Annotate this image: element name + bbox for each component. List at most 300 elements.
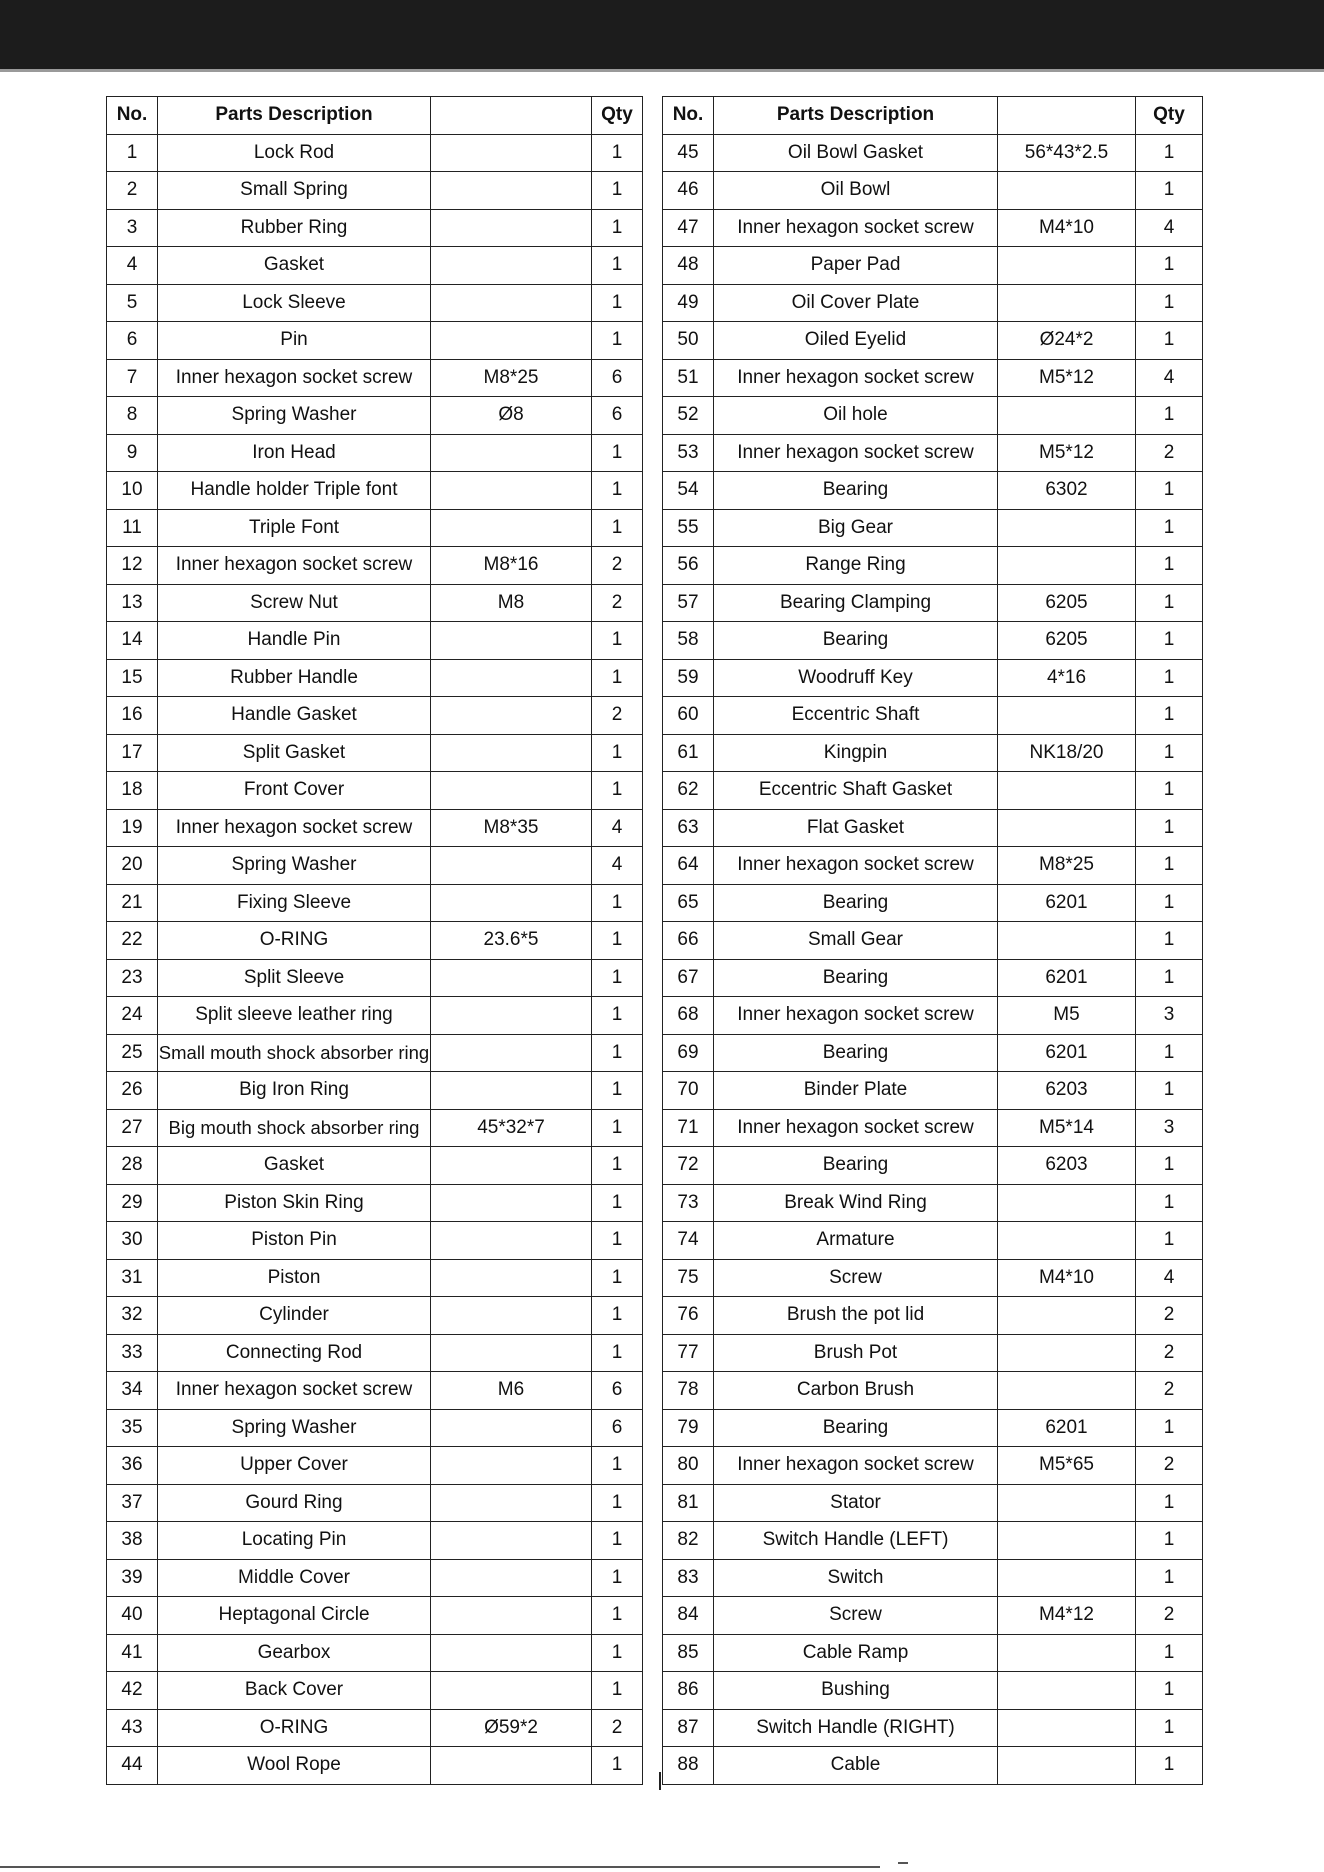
part-qty: 1 <box>592 772 643 810</box>
table-row <box>663 622 1203 660</box>
part-description: Screw Nut <box>158 584 431 622</box>
part-qty: 1 <box>592 1672 643 1710</box>
part-number: 41 <box>107 1634 158 1672</box>
part-number: 19 <box>107 809 158 847</box>
part-number: 1 <box>107 134 158 172</box>
part-number: 44 <box>107 1747 158 1785</box>
part-description: Inner hexagon socket screw <box>714 997 998 1035</box>
part-description: Small mouth shock absorber ring <box>158 1034 431 1072</box>
table-header-row <box>663 97 1203 135</box>
part-description: Flat Gasket <box>714 809 998 847</box>
part-description: Switch Handle (LEFT) <box>714 1522 998 1560</box>
part-qty: 1 <box>592 959 643 997</box>
table-row <box>663 1447 1203 1485</box>
part-description: Inner hexagon socket screw <box>158 359 431 397</box>
part-qty: 2 <box>1136 1372 1203 1410</box>
part-description: Split Sleeve <box>158 959 431 997</box>
part-spec: 56*43*2.5 <box>998 134 1136 172</box>
part-description: Inner hexagon socket screw <box>158 809 431 847</box>
part-description: Inner hexagon socket screw <box>714 1109 998 1147</box>
part-number: 71 <box>663 1109 714 1147</box>
part-qty: 1 <box>592 472 643 510</box>
part-description: Stator <box>714 1484 998 1522</box>
part-qty: 1 <box>1136 1409 1203 1447</box>
table-row <box>107 659 643 697</box>
part-spec <box>431 997 592 1035</box>
part-description: Handle Pin <box>158 622 431 660</box>
part-qty: 1 <box>1136 734 1203 772</box>
part-spec <box>431 884 592 922</box>
part-description: Bearing <box>714 622 998 660</box>
table-row <box>663 697 1203 735</box>
part-number: 80 <box>663 1447 714 1485</box>
part-number: 58 <box>663 622 714 660</box>
part-qty: 1 <box>1136 1559 1203 1597</box>
part-number: 14 <box>107 622 158 660</box>
part-spec: 23.6*5 <box>431 922 592 960</box>
table-row <box>107 1747 643 1785</box>
part-qty: 1 <box>1136 1034 1203 1072</box>
part-description: Oil Cover Plate <box>714 284 998 322</box>
part-number: 34 <box>107 1372 158 1410</box>
table-row <box>107 1372 643 1410</box>
part-number: 20 <box>107 847 158 885</box>
part-spec: 45*32*7 <box>431 1109 592 1147</box>
part-qty: 4 <box>1136 209 1203 247</box>
part-description: O-RING <box>158 1709 431 1747</box>
part-description: Kingpin <box>714 734 998 772</box>
part-spec <box>431 697 592 735</box>
part-number: 87 <box>663 1709 714 1747</box>
part-spec <box>431 1222 592 1260</box>
part-qty: 1 <box>592 134 643 172</box>
part-number: 74 <box>663 1222 714 1260</box>
table-row <box>107 1109 643 1147</box>
table-row <box>107 922 643 960</box>
table-row <box>107 1634 643 1672</box>
footer-rule <box>0 1866 880 1868</box>
part-spec: M5*65 <box>998 1447 1136 1485</box>
part-description: Screw <box>714 1597 998 1635</box>
table-row <box>107 1484 643 1522</box>
part-qty: 1 <box>1136 134 1203 172</box>
table-header-row <box>107 97 643 135</box>
part-spec: 6203 <box>998 1147 1136 1185</box>
table-row <box>107 1072 643 1110</box>
part-description: Break Wind Ring <box>714 1184 998 1222</box>
part-description: Bearing <box>714 472 998 510</box>
header-no: No. <box>663 97 714 135</box>
part-qty: 1 <box>592 884 643 922</box>
part-spec <box>431 772 592 810</box>
table-row <box>107 884 643 922</box>
part-number: 13 <box>107 584 158 622</box>
part-description: Oil Bowl <box>714 172 998 210</box>
part-number: 50 <box>663 322 714 360</box>
part-description: Heptagonal Circle <box>158 1597 431 1635</box>
part-number: 66 <box>663 922 714 960</box>
part-qty: 1 <box>592 209 643 247</box>
part-spec <box>998 172 1136 210</box>
footer-mark <box>898 1862 908 1868</box>
part-spec <box>431 284 592 322</box>
part-spec <box>431 1672 592 1710</box>
table-row <box>663 1672 1203 1710</box>
part-number: 28 <box>107 1147 158 1185</box>
table-row <box>663 1634 1203 1672</box>
part-description: Inner hexagon socket screw <box>714 209 998 247</box>
part-qty: 1 <box>1136 547 1203 585</box>
part-qty: 1 <box>592 1484 643 1522</box>
part-description: Paper Pad <box>714 247 998 285</box>
table-row <box>107 397 643 435</box>
part-number: 35 <box>107 1409 158 1447</box>
part-qty: 1 <box>592 1297 643 1335</box>
part-description: Eccentric Shaft Gasket <box>714 772 998 810</box>
part-number: 2 <box>107 172 158 210</box>
table-row <box>663 734 1203 772</box>
part-description: Piston Skin Ring <box>158 1184 431 1222</box>
table-row <box>107 172 643 210</box>
part-description: Spring Washer <box>158 397 431 435</box>
table-row <box>663 1747 1203 1785</box>
table-row <box>107 847 643 885</box>
part-description: Wool Rope <box>158 1747 431 1785</box>
part-qty: 2 <box>1136 1597 1203 1635</box>
part-spec <box>998 284 1136 322</box>
part-number: 6 <box>107 322 158 360</box>
part-number: 59 <box>663 659 714 697</box>
part-number: 53 <box>663 434 714 472</box>
part-qty: 1 <box>592 322 643 360</box>
part-qty: 2 <box>1136 1297 1203 1335</box>
part-number: 57 <box>663 584 714 622</box>
part-description: Carbon Brush <box>714 1372 998 1410</box>
part-qty: 1 <box>1136 1484 1203 1522</box>
header-spec <box>431 97 592 135</box>
part-description: Eccentric Shaft <box>714 697 998 735</box>
part-description: Inner hexagon socket screw <box>158 547 431 585</box>
center-divider-tick <box>659 1772 661 1790</box>
part-description: Switch <box>714 1559 998 1597</box>
part-qty: 6 <box>592 1372 643 1410</box>
part-spec: M8*25 <box>431 359 592 397</box>
part-spec <box>998 1709 1136 1747</box>
part-number: 52 <box>663 397 714 435</box>
part-qty: 1 <box>1136 397 1203 435</box>
part-description: O-RING <box>158 922 431 960</box>
part-description: Inner hexagon socket screw <box>714 847 998 885</box>
part-description: Range Ring <box>714 547 998 585</box>
part-description: Upper Cover <box>158 1447 431 1485</box>
part-spec <box>998 1634 1136 1672</box>
part-number: 55 <box>663 509 714 547</box>
part-number: 85 <box>663 1634 714 1672</box>
part-spec: M8*16 <box>431 547 592 585</box>
table-row <box>663 997 1203 1035</box>
part-qty: 1 <box>1136 1184 1203 1222</box>
part-spec <box>998 1372 1136 1410</box>
part-description: Iron Head <box>158 434 431 472</box>
table-row <box>107 322 643 360</box>
part-spec <box>998 1559 1136 1597</box>
parts-table-right <box>662 96 1203 1785</box>
part-number: 72 <box>663 1147 714 1185</box>
part-description: Middle Cover <box>158 1559 431 1597</box>
part-qty: 1 <box>592 1034 643 1072</box>
part-qty: 1 <box>592 509 643 547</box>
part-qty: 1 <box>592 1597 643 1635</box>
part-description: Inner hexagon socket screw <box>714 359 998 397</box>
part-spec <box>431 1184 592 1222</box>
part-qty: 1 <box>592 1259 643 1297</box>
part-qty: 2 <box>1136 1447 1203 1485</box>
part-number: 12 <box>107 547 158 585</box>
table-row <box>663 659 1203 697</box>
part-number: 49 <box>663 284 714 322</box>
part-number: 4 <box>107 247 158 285</box>
part-number: 68 <box>663 997 714 1035</box>
part-qty: 1 <box>1136 1634 1203 1672</box>
part-number: 18 <box>107 772 158 810</box>
part-spec <box>998 247 1136 285</box>
part-spec <box>431 734 592 772</box>
part-number: 11 <box>107 509 158 547</box>
part-number: 56 <box>663 547 714 585</box>
part-qty: 2 <box>592 584 643 622</box>
part-description: Inner hexagon socket screw <box>714 434 998 472</box>
part-qty: 6 <box>592 1409 643 1447</box>
table-row <box>663 1559 1203 1597</box>
part-description: Big mouth shock absorber ring <box>158 1109 431 1147</box>
part-spec <box>998 1297 1136 1335</box>
part-spec: M8*25 <box>998 847 1136 885</box>
part-number: 21 <box>107 884 158 922</box>
part-qty: 1 <box>592 434 643 472</box>
part-number: 25 <box>107 1034 158 1072</box>
part-description: Cylinder <box>158 1297 431 1335</box>
part-description: Gasket <box>158 1147 431 1185</box>
table-row <box>663 247 1203 285</box>
part-spec: M4*10 <box>998 209 1136 247</box>
part-spec: M5*14 <box>998 1109 1136 1147</box>
part-description: Rubber Handle <box>158 659 431 697</box>
table-row <box>107 509 643 547</box>
part-spec: 4*16 <box>998 659 1136 697</box>
part-number: 30 <box>107 1222 158 1260</box>
part-number: 79 <box>663 1409 714 1447</box>
part-number: 78 <box>663 1372 714 1410</box>
table-row <box>107 1597 643 1635</box>
part-number: 62 <box>663 772 714 810</box>
part-description: Small Gear <box>714 922 998 960</box>
part-spec <box>431 659 592 697</box>
part-spec <box>431 1447 592 1485</box>
part-spec <box>998 1334 1136 1372</box>
header-band <box>0 0 1324 72</box>
part-number: 36 <box>107 1447 158 1485</box>
part-qty: 1 <box>592 1447 643 1485</box>
part-description: Pin <box>158 322 431 360</box>
part-spec <box>431 434 592 472</box>
part-qty: 2 <box>1136 434 1203 472</box>
part-qty: 1 <box>1136 622 1203 660</box>
part-qty: 1 <box>592 1522 643 1560</box>
part-number: 23 <box>107 959 158 997</box>
part-number: 10 <box>107 472 158 510</box>
table-row <box>107 697 643 735</box>
table-row <box>107 772 643 810</box>
part-qty: 1 <box>1136 247 1203 285</box>
part-qty: 4 <box>592 847 643 885</box>
table-row <box>663 322 1203 360</box>
part-number: 29 <box>107 1184 158 1222</box>
part-spec <box>431 1597 592 1635</box>
part-qty: 3 <box>1136 997 1203 1035</box>
part-spec <box>431 1747 592 1785</box>
table-row <box>663 1522 1203 1560</box>
part-qty: 1 <box>1136 884 1203 922</box>
part-description: Lock Rod <box>158 134 431 172</box>
part-qty: 1 <box>1136 1147 1203 1185</box>
table-row <box>107 134 643 172</box>
table-row <box>663 1034 1203 1072</box>
part-qty: 1 <box>592 172 643 210</box>
table-row <box>107 1709 643 1747</box>
part-description: Bearing <box>714 1034 998 1072</box>
part-spec <box>431 1334 592 1372</box>
part-spec <box>431 622 592 660</box>
part-qty: 1 <box>1136 659 1203 697</box>
part-number: 54 <box>663 472 714 510</box>
part-number: 73 <box>663 1184 714 1222</box>
part-number: 82 <box>663 1522 714 1560</box>
part-description: Bearing <box>714 1409 998 1447</box>
part-number: 83 <box>663 1559 714 1597</box>
table-row <box>663 1297 1203 1335</box>
part-number: 7 <box>107 359 158 397</box>
part-spec: Ø59*2 <box>431 1709 592 1747</box>
part-qty: 2 <box>592 697 643 735</box>
table-row <box>663 1147 1203 1185</box>
part-qty: 1 <box>592 997 643 1035</box>
header-qty: Qty <box>1136 97 1203 135</box>
part-number: 17 <box>107 734 158 772</box>
part-number: 67 <box>663 959 714 997</box>
part-description: Handle holder Triple font <box>158 472 431 510</box>
part-number: 86 <box>663 1672 714 1710</box>
table-row <box>663 1222 1203 1260</box>
part-qty: 1 <box>592 1747 643 1785</box>
table-row <box>107 434 643 472</box>
part-qty: 4 <box>1136 359 1203 397</box>
part-spec <box>431 1147 592 1185</box>
part-spec: Ø8 <box>431 397 592 435</box>
part-number: 88 <box>663 1747 714 1785</box>
part-spec: 6201 <box>998 1409 1136 1447</box>
part-spec: M5 <box>998 997 1136 1035</box>
table-row <box>663 584 1203 622</box>
parts-table-left-body <box>107 134 643 1784</box>
part-description: Cable Ramp <box>714 1634 998 1672</box>
part-qty: 4 <box>592 809 643 847</box>
table-row <box>107 1522 643 1560</box>
part-number: 40 <box>107 1597 158 1635</box>
table-row <box>663 772 1203 810</box>
part-description: Bearing <box>714 884 998 922</box>
part-number: 9 <box>107 434 158 472</box>
part-number: 60 <box>663 697 714 735</box>
part-spec: M8*35 <box>431 809 592 847</box>
part-number: 43 <box>107 1709 158 1747</box>
part-number: 47 <box>663 209 714 247</box>
table-row <box>107 1222 643 1260</box>
part-spec <box>431 1259 592 1297</box>
part-spec <box>998 809 1136 847</box>
part-spec <box>431 1634 592 1672</box>
part-qty: 1 <box>592 1559 643 1597</box>
part-description: Screw <box>714 1259 998 1297</box>
part-description: Locating Pin <box>158 1522 431 1560</box>
table-row <box>107 472 643 510</box>
part-spec <box>431 209 592 247</box>
table-row <box>663 1409 1203 1447</box>
part-spec <box>998 1672 1136 1710</box>
part-qty: 1 <box>592 1634 643 1672</box>
part-spec: M6 <box>431 1372 592 1410</box>
part-spec <box>998 1747 1136 1785</box>
part-spec: M4*12 <box>998 1597 1136 1635</box>
table-row <box>107 1409 643 1447</box>
part-number: 32 <box>107 1297 158 1335</box>
table-row <box>107 584 643 622</box>
part-spec <box>998 509 1136 547</box>
header-spec <box>998 97 1136 135</box>
part-qty: 1 <box>592 1184 643 1222</box>
part-spec: 6201 <box>998 884 1136 922</box>
part-number: 77 <box>663 1334 714 1372</box>
part-qty: 1 <box>1136 1709 1203 1747</box>
table-row <box>663 809 1203 847</box>
part-qty: 1 <box>1136 472 1203 510</box>
table-row <box>107 1147 643 1185</box>
part-number: 8 <box>107 397 158 435</box>
part-qty: 1 <box>592 1072 643 1110</box>
parts-table-left <box>106 96 643 1785</box>
part-spec <box>431 322 592 360</box>
table-row <box>107 547 643 585</box>
part-spec: 6203 <box>998 1072 1136 1110</box>
table-row <box>663 397 1203 435</box>
table-row <box>663 1072 1203 1110</box>
table-row <box>107 1559 643 1597</box>
table-row <box>663 922 1203 960</box>
part-description: Binder Plate <box>714 1072 998 1110</box>
part-description: Gearbox <box>158 1634 431 1672</box>
table-row <box>663 284 1203 322</box>
part-description: Brush the pot lid <box>714 1297 998 1335</box>
part-description: Triple Font <box>158 509 431 547</box>
part-spec <box>998 1484 1136 1522</box>
part-description: Piston Pin <box>158 1222 431 1260</box>
table-row <box>107 734 643 772</box>
part-description: Gourd Ring <box>158 1484 431 1522</box>
part-description: Big Iron Ring <box>158 1072 431 1110</box>
table-row <box>107 359 643 397</box>
table-row <box>107 1672 643 1710</box>
table-row <box>663 1597 1203 1635</box>
table-row <box>107 1334 643 1372</box>
